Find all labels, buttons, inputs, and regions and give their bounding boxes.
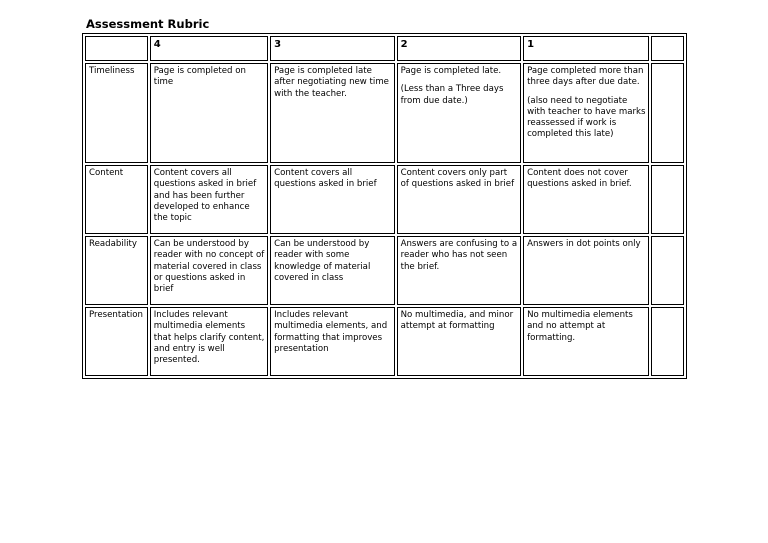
extra-cell [651,236,684,305]
header-extra-cell [651,36,684,61]
cell-text: Content covers all questions asked in brief and has been further developed to enhance the topic [153,168,257,224]
header-corner-cell [85,36,148,61]
cell-text: Content covers only part of questions asked in brief [400,168,515,190]
rubric-table [82,33,687,379]
cell-text: Page is completed late after negotiating new time with the teacher. [274,66,389,99]
rubric-cell [523,165,648,234]
rubric-cell [150,63,268,163]
cell-note: (also need to negotiate with teacher to have marks reassessed if work is completed this late) [527,95,646,140]
rubric-cell [270,63,394,163]
extra-cell [651,63,684,163]
rubric-cell [397,307,521,376]
rubric-cell [523,236,648,305]
cell-text: Answers in dot points only [527,239,641,249]
cell-text: Answers are confusing to a reader who has not seen the brief. [400,239,518,272]
rubric-cell [270,307,394,376]
table-row-content [85,165,684,234]
rubric-cell [270,165,394,234]
extra-cell [651,307,684,376]
cell-text: Includes relevant multimedia elements, and formatting that improves presentation [274,310,388,354]
cell-text: Page is completed on time [153,66,246,88]
header-level-1: 1 [523,36,648,61]
criterion-label: Presentation [85,307,148,376]
document-title: Assessment Rubric [86,17,210,31]
rubric-cell [397,236,521,305]
cell-text: Can be understood by reader with some knowledge of material covered in class [274,239,371,283]
table-row-timeliness [85,63,684,163]
cell-text: Can be understood by reader with no concept of material covered in class or questions asked in brief [153,239,265,295]
rubric-cell [397,165,521,234]
rubric-cell [523,307,648,376]
table-row-readability [85,236,684,305]
cell-text: Content does not cover questions asked in brief. [527,168,632,190]
criterion-label: Timeliness [85,63,148,163]
table-row-presentation [85,307,684,376]
cell-text: Page is completed late. [400,66,502,76]
header-level-4: 4 [150,36,268,61]
rubric-cell [270,236,394,305]
rubric-cell [397,63,521,163]
rubric-cell [150,236,268,305]
rubric-cell [150,165,268,234]
rubric-cell [150,307,268,376]
cell-text: Page completed more than three days after due date. [527,66,644,88]
cell-text: Includes relevant multimedia elements that helps clarify content, and entry is well presented. [153,310,265,366]
table-header-row [85,36,684,61]
header-level-3: 3 [270,36,394,61]
criterion-label: Content [85,165,148,234]
header-level-2: 2 [397,36,521,61]
cell-text: Content covers all questions asked in brief [274,168,377,190]
rubric-cell [523,63,648,163]
cell-note: (Less than a Three days from due date.) [400,84,504,106]
cell-text: No multimedia elements and no attempt at formatting. [527,310,633,343]
criterion-label: Readability [85,236,148,305]
extra-cell [651,165,684,234]
cell-text: No multimedia, and minor attempt at formatting [400,310,514,332]
